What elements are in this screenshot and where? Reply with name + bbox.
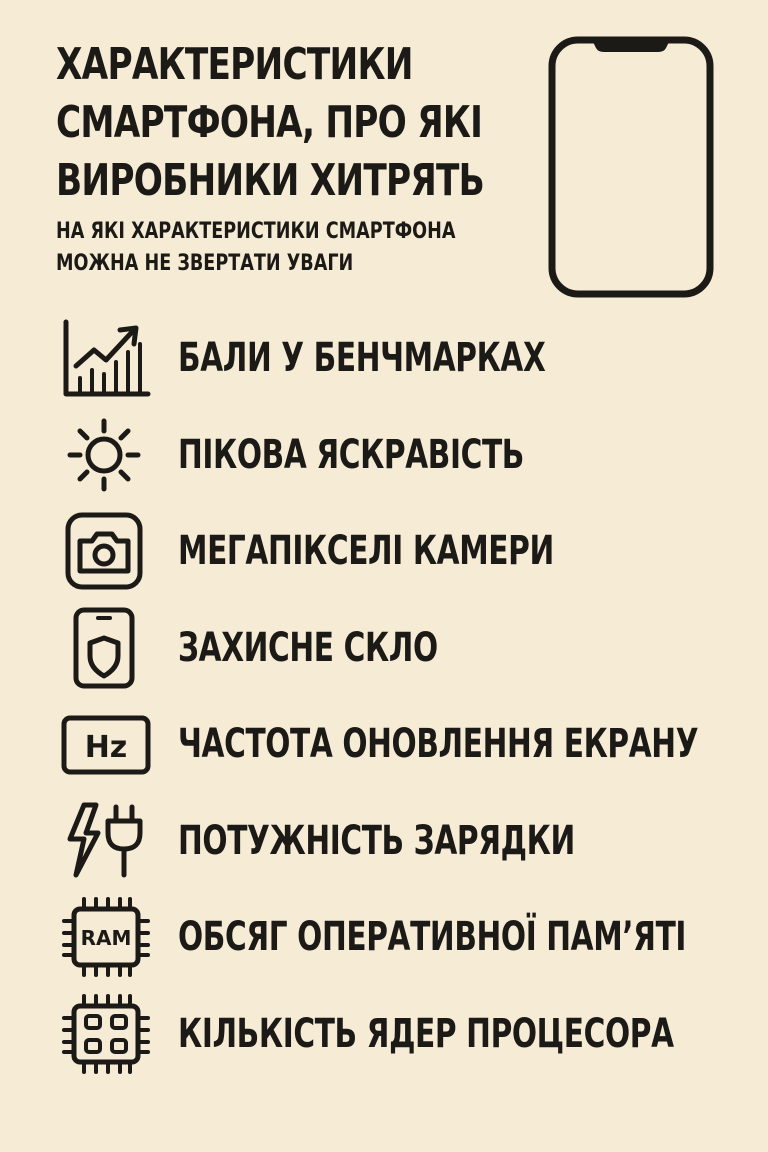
item-label: КІЛЬКІСТЬ ЯДЕР ПРОЦЕСОРА xyxy=(178,1010,674,1057)
charging-plug-icon xyxy=(60,799,152,883)
list-item xyxy=(60,895,760,992)
hz-icon-text: Hz xyxy=(84,730,128,765)
item-label: ОБСЯГ ОПЕРАТИВНОЇ ПАМ’ЯТІ xyxy=(178,914,687,960)
item-label: ЧАСТОТА ОНОВЛЕННЯ ЕКРАНУ xyxy=(178,721,699,767)
page-title xyxy=(56,36,556,210)
list-item xyxy=(60,413,760,510)
list-item xyxy=(60,509,760,606)
header xyxy=(56,36,556,280)
title-line: ВИРОБНИКИ ХИТРЯТЬ xyxy=(56,155,485,206)
hz-icon xyxy=(60,702,152,786)
sun-brightness-icon xyxy=(60,413,152,497)
title-line: СМАРТФОНА, ПРО ЯКІ xyxy=(56,97,483,148)
features-list xyxy=(60,316,760,1088)
subtitle-line: МОЖНА НЕ ЗВЕРТАТИ УВАГИ xyxy=(56,251,354,276)
benchmark-chart-icon xyxy=(60,316,152,400)
list-item xyxy=(60,316,760,413)
camera-icon xyxy=(60,509,152,593)
item-label: ПІКОВА ЯСКРАВІСТЬ xyxy=(178,431,524,478)
shield-glass-icon xyxy=(60,606,152,690)
item-label: БАЛИ У БЕНЧМАРКАХ xyxy=(178,335,546,381)
cpu-cores-icon xyxy=(60,992,152,1076)
subtitle-line: НА ЯКІ ХАРАКТЕРИСТИКИ СМАРТФОНА xyxy=(56,219,456,244)
item-label: ЗАХИСНЕ СКЛО xyxy=(178,624,438,671)
ram-icon-text: RAM xyxy=(80,926,132,950)
list-item xyxy=(60,702,760,799)
list-item xyxy=(60,606,760,703)
page-subtitle xyxy=(56,216,556,280)
ram-chip-icon xyxy=(60,895,152,979)
list-item xyxy=(60,992,760,1089)
smartphone-icon xyxy=(548,36,714,298)
item-label: МЕГАПІКСЕЛІ КАМЕРИ xyxy=(178,528,554,574)
item-label: ПОТУЖНІСТЬ ЗАРЯДКИ xyxy=(178,817,575,864)
list-item xyxy=(60,799,760,896)
title-line: ХАРАКТЕРИСТИКИ xyxy=(56,39,413,90)
